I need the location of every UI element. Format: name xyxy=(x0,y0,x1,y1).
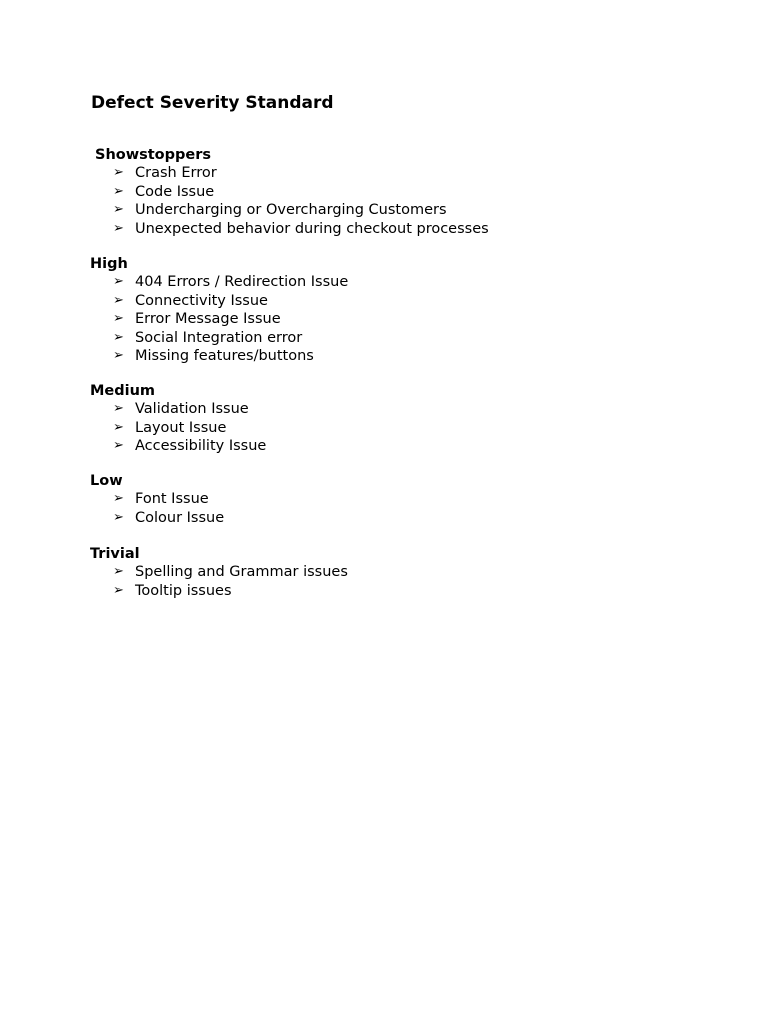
arrow-bullet-icon: ➢ xyxy=(113,564,124,579)
arrow-bullet-icon: ➢ xyxy=(113,165,124,180)
arrow-bullet-icon: ➢ xyxy=(113,348,124,364)
item-text: 404 Errors / Redirection Issue xyxy=(135,274,349,290)
section-heading: High xyxy=(90,256,128,272)
arrow-bullet-icon: ➢ xyxy=(113,438,124,454)
item-text: Accessibility Issue xyxy=(135,438,267,455)
list-item xyxy=(0,347,768,366)
item-list xyxy=(0,400,768,456)
list-item xyxy=(0,419,768,438)
section-high xyxy=(0,255,768,366)
section-heading: Trivial xyxy=(90,546,140,562)
item-list xyxy=(0,273,768,366)
arrow-bullet-icon: ➢ xyxy=(113,419,124,435)
item-text: Undercharging or Overcharging Customers xyxy=(135,202,447,219)
section-heading: Showstoppers xyxy=(95,147,212,163)
list-item xyxy=(0,582,768,601)
item-text: Unexpected behavior during checkout processes xyxy=(135,220,489,237)
section-trivial xyxy=(0,545,768,600)
list-item xyxy=(0,183,768,202)
arrow-bullet-icon: ➢ xyxy=(113,329,124,345)
section-showstoppers xyxy=(0,146,768,238)
list-item xyxy=(0,400,768,419)
arrow-bullet-icon: ➢ xyxy=(113,491,124,506)
section-heading: Low xyxy=(90,473,123,489)
arrow-bullet-icon: ➢ xyxy=(113,292,124,308)
item-text: Spelling and Grammar issues xyxy=(135,564,348,580)
item-text: Connectivity Issue xyxy=(135,292,268,309)
section-heading: Medium xyxy=(90,383,156,399)
arrow-bullet-icon: ➢ xyxy=(113,274,124,289)
item-text: Error Message Issue xyxy=(135,311,281,328)
arrow-bullet-icon: ➢ xyxy=(113,311,124,327)
list-item xyxy=(0,329,768,348)
list-item xyxy=(0,164,768,183)
list-item xyxy=(0,273,768,292)
list-item xyxy=(0,490,768,509)
section-low xyxy=(0,472,768,527)
item-text: Colour Issue xyxy=(135,509,225,526)
list-item xyxy=(0,563,768,582)
item-text: Validation Issue xyxy=(135,401,249,417)
list-item xyxy=(0,201,768,220)
list-item xyxy=(0,292,768,311)
item-list xyxy=(0,563,768,600)
arrow-bullet-icon: ➢ xyxy=(113,202,124,218)
arrow-bullet-icon: ➢ xyxy=(113,582,124,598)
item-text: Missing features/buttons xyxy=(135,348,314,365)
item-text: Code Issue xyxy=(135,183,215,200)
list-item xyxy=(0,509,768,528)
arrow-bullet-icon: ➢ xyxy=(113,220,124,236)
list-item xyxy=(0,220,768,239)
list-item xyxy=(0,310,768,329)
document-title: Defect Severity Standard xyxy=(91,93,334,113)
item-text: Font Issue xyxy=(135,491,209,507)
item-text: Tooltip issues xyxy=(135,582,232,599)
item-list xyxy=(0,490,768,527)
arrow-bullet-icon: ➢ xyxy=(113,509,124,525)
arrow-bullet-icon: ➢ xyxy=(113,183,124,199)
item-text: Crash Error xyxy=(135,165,217,181)
list-item xyxy=(0,437,768,456)
item-text: Social Integration error xyxy=(135,329,303,346)
section-medium xyxy=(0,382,768,456)
arrow-bullet-icon: ➢ xyxy=(113,401,124,416)
item-text: Layout Issue xyxy=(135,419,227,436)
item-list xyxy=(0,164,768,238)
